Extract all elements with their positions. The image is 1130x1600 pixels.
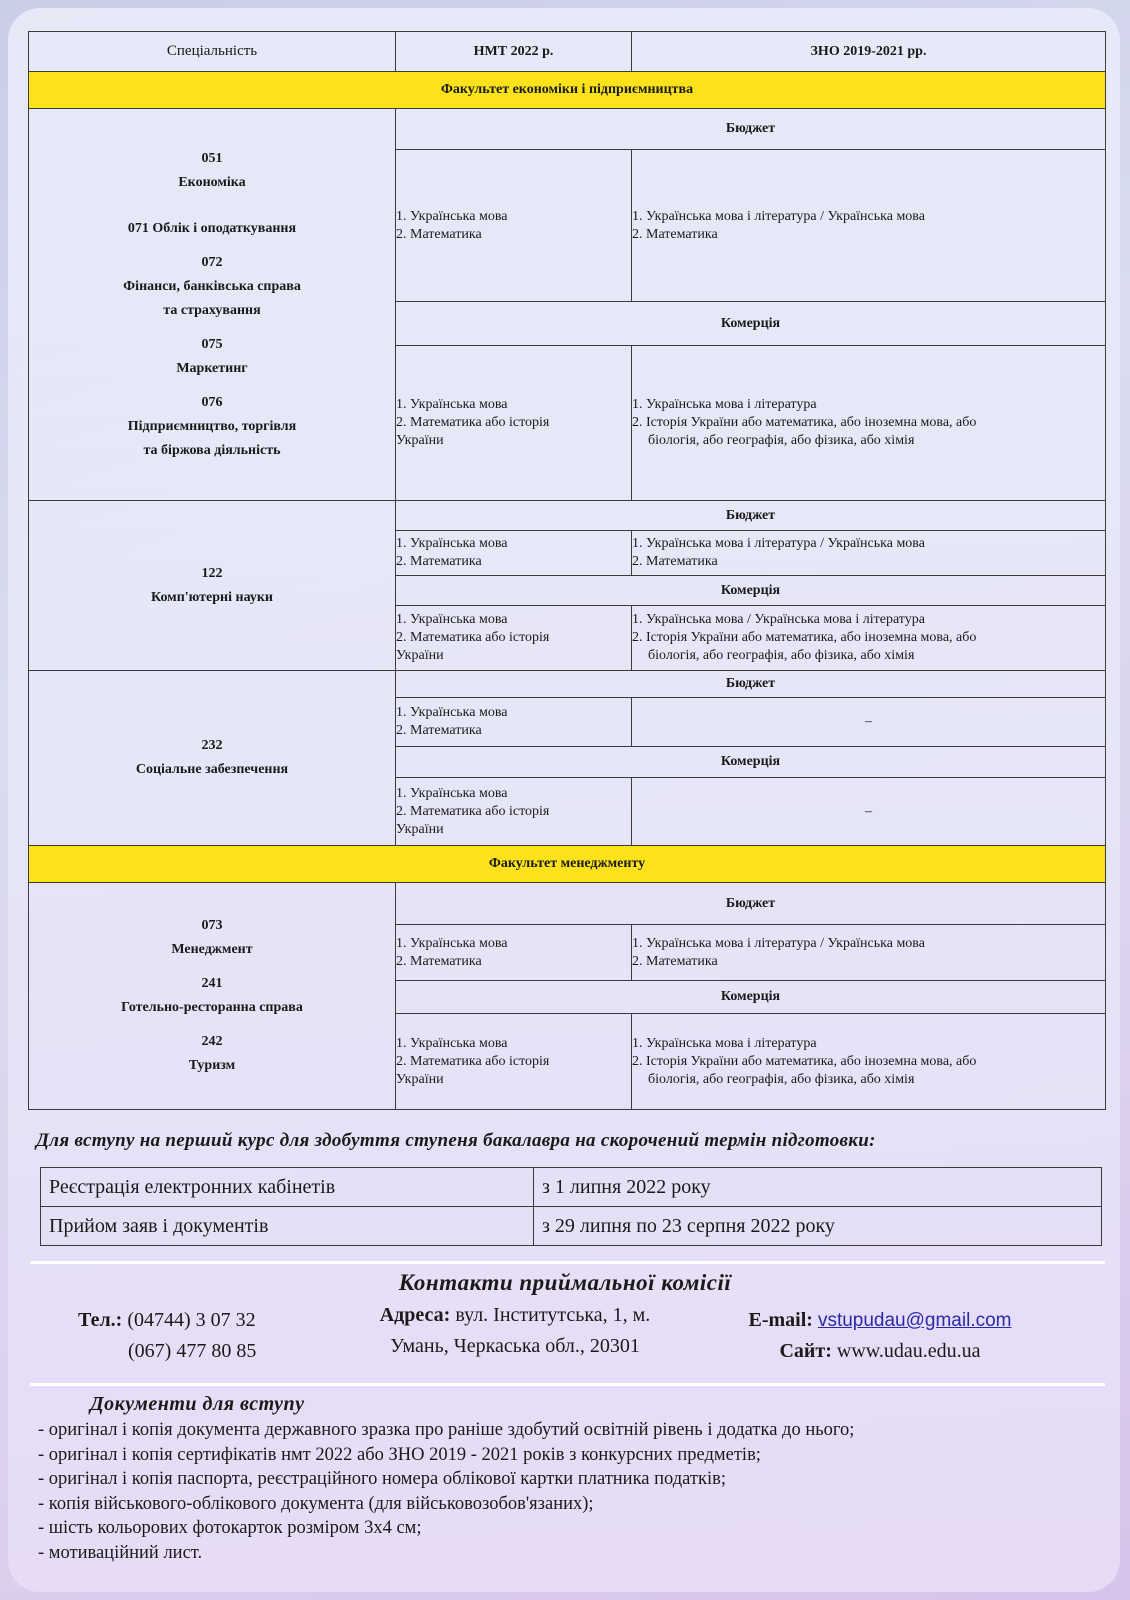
divider bbox=[30, 1261, 1105, 1264]
email-label: E-mail: bbox=[748, 1309, 813, 1331]
faculty-economics-band: Факультет економіки і підприємництва bbox=[29, 72, 1106, 109]
dates-row bbox=[41, 1207, 1102, 1246]
zno-commerce-subjects: 1. Українська мова і література 2. Історія України або математика, або іноземна мова, або біологія, або географія, або фізика, або хімія bbox=[632, 1014, 1106, 1110]
header-specialty: Спеціальність bbox=[29, 32, 396, 72]
specialty-group-management bbox=[29, 883, 396, 1110]
faculty-management-band: Факультет менеджменту bbox=[29, 846, 1106, 883]
document-item: - шість кольорових фотокарток розміром 3х4 см; bbox=[38, 1518, 422, 1538]
spec-name: Фінанси, банківська справа bbox=[123, 278, 301, 294]
phone-2: (067) 477 80 85 bbox=[128, 1340, 257, 1362]
dates-label: Реєстрація електронних кабінетів bbox=[41, 1168, 534, 1207]
table-header-row bbox=[29, 32, 1106, 72]
dates-value: з 1 липня 2022 року bbox=[534, 1168, 1102, 1207]
short-term-note: Для вступу на перший курс для здобуття ступеня бакалавра на скорочений термін підготовки: bbox=[36, 1130, 876, 1151]
specialty-group-economics bbox=[29, 109, 396, 501]
zno-commerce-subjects: 1. Українська мова / Українська мова і література 2. Історія України або математика, або іноземна мова, або біологія, або географія, або фізика, або хімія bbox=[632, 606, 1106, 671]
header-zno: ЗНО 2019-2021 рр. bbox=[632, 32, 1106, 72]
admission-table bbox=[28, 31, 1106, 1110]
specialty-group-social bbox=[29, 671, 396, 846]
spec-name: Економіка bbox=[178, 174, 246, 190]
commerce-label: Комерція bbox=[396, 981, 1106, 1014]
address-label: Адреса: bbox=[379, 1304, 451, 1326]
spec-code: 073 bbox=[201, 918, 223, 933]
budget-label: Бюджет bbox=[396, 501, 1106, 531]
site-label: Сайт: bbox=[779, 1340, 832, 1362]
nmt-commerce-subjects: 1. Українська мова 2. Математика або історія України bbox=[396, 1014, 632, 1110]
document-item: - копія військового-облікового документа (для військовозобов'язаних); bbox=[38, 1493, 594, 1514]
site-url[interactable]: www.udau.edu.ua bbox=[836, 1340, 981, 1362]
dates-value: з 29 липня по 23 серпня 2022 року bbox=[534, 1207, 1102, 1246]
documents-title: Документи для вступу bbox=[90, 1393, 305, 1415]
header-nmt: НМТ 2022 р. bbox=[396, 32, 632, 72]
specialty-group-computer-science bbox=[29, 501, 396, 671]
document-item: - оригінал і копія документа державного зразка про раніше здобутий освітній рівень і додатка до нього; bbox=[38, 1420, 855, 1440]
nmt-budget-subjects: 1. Українська мова 2. Математика bbox=[396, 925, 632, 981]
tel-label: Тел.: bbox=[78, 1309, 123, 1331]
spec-name: Маркетинг bbox=[176, 360, 248, 376]
zno-budget-subjects: 1. Українська мова і література / Українська мова 2. Математика bbox=[632, 531, 1106, 576]
spec-code: 051 bbox=[201, 150, 223, 166]
zno-commerce-subjects: 1. Українська мова і література 2. Історія України або математика, або іноземна мова, або біологія, або географія, або фізика, або хімія bbox=[632, 346, 1106, 501]
spec-name: та страхування bbox=[163, 302, 261, 318]
document-item: - мотиваційний лист. bbox=[38, 1542, 203, 1563]
spec-code: 232 bbox=[201, 738, 223, 753]
dates-row bbox=[41, 1168, 1102, 1207]
documents-list bbox=[38, 1418, 1098, 1565]
spec-code: 241 bbox=[201, 976, 223, 991]
zno-commerce-none: – bbox=[632, 778, 1106, 846]
spec-name: Комп'ютерні науки bbox=[150, 589, 273, 605]
spec-name: Туризм bbox=[188, 1058, 236, 1073]
nmt-budget-subjects: 1. Українська мова 2. Математика bbox=[396, 150, 632, 302]
nmt-commerce-subjects: 1. Українська мова 2. Математика або історія України bbox=[396, 606, 632, 671]
contacts-phones bbox=[78, 1305, 256, 1367]
spec-code: 122 bbox=[201, 565, 223, 581]
spec-code: 072 bbox=[201, 254, 223, 270]
address-line-1: вул. Інститутська, 1, м. bbox=[455, 1304, 651, 1326]
document-item: - оригінал і копія сертифікатів нмт 2022 або ЗНО 2019 - 2021 років з конкурсних предметів; bbox=[38, 1444, 761, 1465]
commerce-label: Комерція bbox=[396, 302, 1106, 346]
budget-label: Бюджет bbox=[396, 883, 1106, 925]
divider bbox=[30, 1383, 1105, 1386]
spec-name: та біржова діяльність bbox=[143, 442, 281, 458]
spec-name: Менеджмент bbox=[171, 942, 253, 957]
commerce-label: Комерція bbox=[396, 747, 1106, 778]
budget-label: Бюджет bbox=[396, 109, 1106, 150]
zno-budget-none: – bbox=[632, 698, 1106, 747]
contacts-title: Контакти приймальної комісії bbox=[398, 1270, 732, 1295]
contacts-address bbox=[340, 1300, 690, 1362]
spec-code: 075 bbox=[201, 336, 223, 352]
spec-name: Соціальне забезпечення bbox=[135, 762, 289, 777]
spec-name: Підприємництво, торгівля bbox=[127, 418, 297, 434]
nmt-commerce-subjects: 1. Українська мова 2. Математика або історія України bbox=[396, 778, 632, 846]
spec-name: 071 Облік і оподаткування bbox=[127, 220, 297, 236]
document-item: - оригінал і копія паспорта, реєстраційного номера облікової картки платника податків; bbox=[38, 1469, 726, 1489]
dates-table bbox=[40, 1167, 1102, 1246]
nmt-commerce-subjects: 1. Українська мова 2. Математика або історія України bbox=[396, 346, 632, 501]
budget-label: Бюджет bbox=[396, 671, 1106, 698]
spec-code: 076 bbox=[201, 394, 223, 410]
spec-name: Готельно-ресторанна справа bbox=[121, 1000, 303, 1015]
nmt-budget-subjects: 1. Українська мова 2. Математика bbox=[396, 531, 632, 576]
nmt-budget-subjects: 1. Українська мова 2. Математика bbox=[396, 698, 632, 747]
zno-budget-subjects: 1. Українська мова і література / Українська мова 2. Математика bbox=[632, 150, 1106, 302]
commerce-label: Комерція bbox=[396, 576, 1106, 606]
email-link[interactable]: vstupudau@gmail.com bbox=[817, 1310, 1012, 1331]
address-line-2: Умань, Черкаська обл., 20301 bbox=[390, 1335, 640, 1357]
dates-label: Прийом заяв і документів bbox=[41, 1207, 534, 1246]
spec-code: 242 bbox=[201, 1034, 223, 1049]
contacts-online bbox=[700, 1305, 1060, 1367]
zno-budget-subjects: 1. Українська мова і література / Українська мова 2. Математика bbox=[632, 925, 1106, 981]
phone-1: (04744) 3 07 32 bbox=[127, 1309, 256, 1331]
